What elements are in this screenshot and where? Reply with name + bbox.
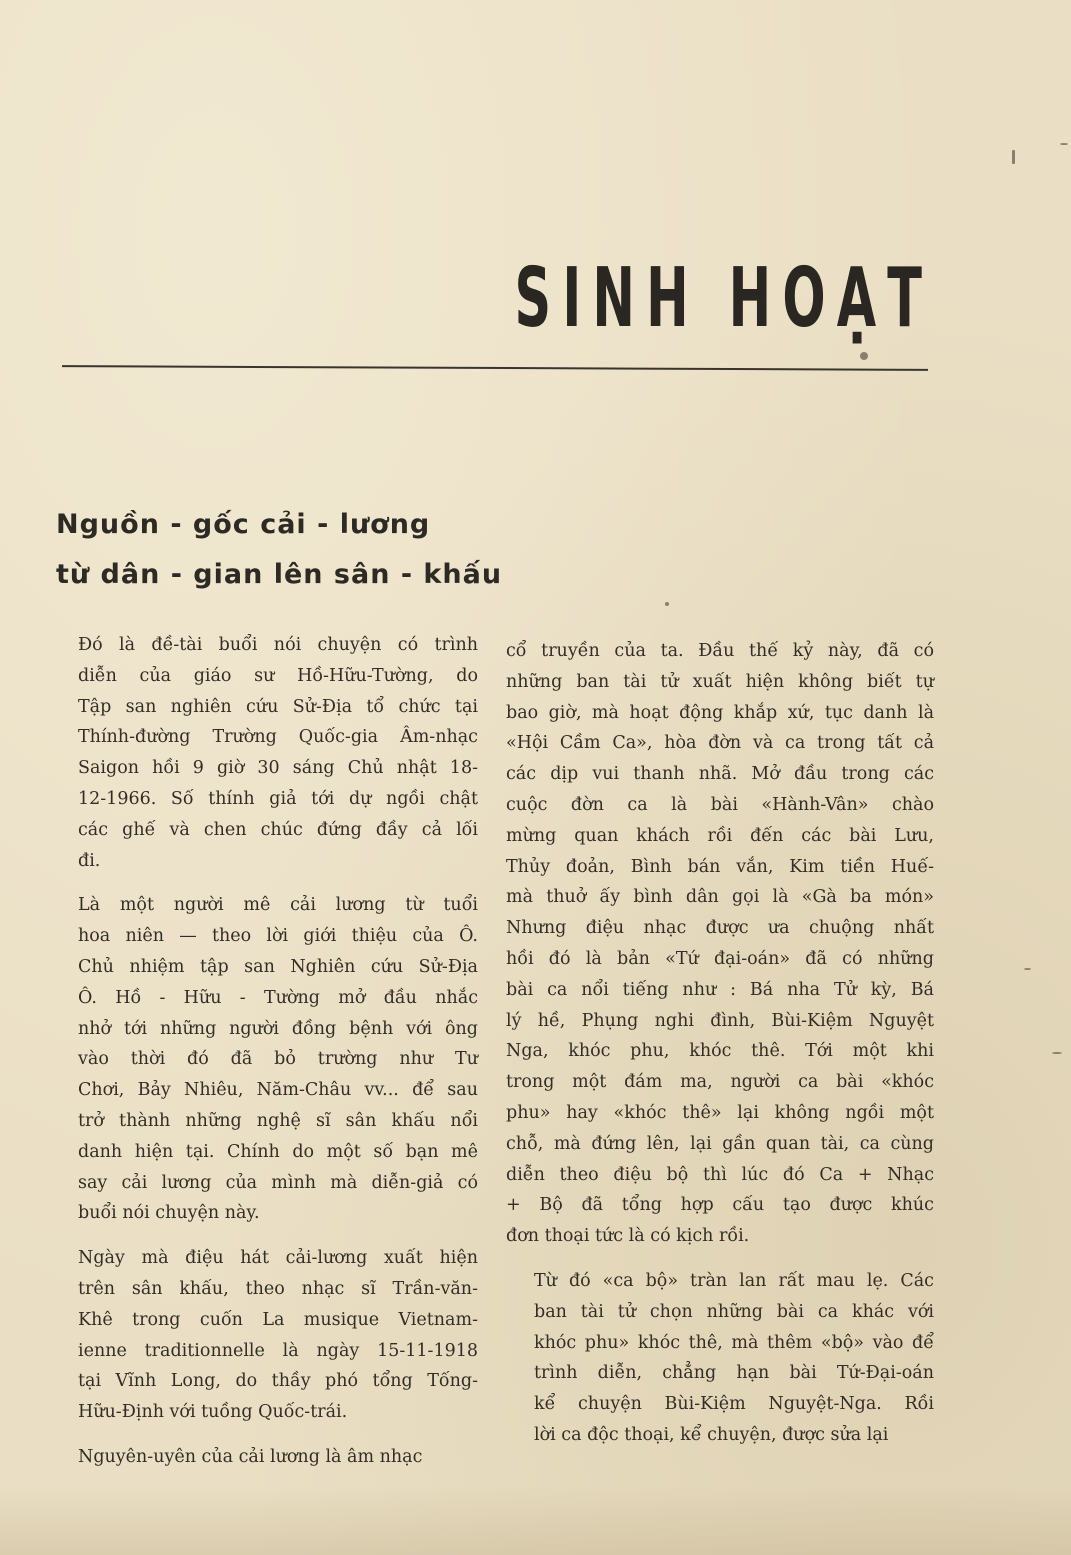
paper-speck <box>1052 1052 1062 1054</box>
section-title: SINH HOẠT <box>514 251 933 346</box>
paper-speck <box>1060 143 1068 145</box>
right-text-line: bao giờ, mà hoạt động khắp xứ, tục danh là <box>506 702 934 723</box>
right-text-line: cuộc đờn ca là bài «Hành-Vân» chào <box>506 794 934 815</box>
left-text-line: Nguyên-uyên của cải lương là âm nhạc <box>78 1446 423 1467</box>
headline-line-1: Nguồn - gốc cải - lương <box>56 509 431 540</box>
article-headline <box>56 500 502 600</box>
paper-speck <box>860 352 868 360</box>
left-text-line: Chủ nhiệm tập san Nghiên cứu Sử-Địa <box>78 956 478 977</box>
right-text-line: Thủy đoản, Bình bán vắn, Kim tiền Huế- <box>506 856 934 877</box>
left-text-line: tại Vĩnh Long, do thầy phó tổng Tống- <box>78 1371 478 1392</box>
left-text-line: danh hiện tại. Chính do một số bạn mê <box>78 1141 478 1162</box>
paper-speck <box>665 602 669 606</box>
left-text-line: đi. <box>78 850 101 871</box>
left-column <box>50 630 478 1487</box>
left-text-line: Ngày mà điệu hát cải-lương xuất hiện <box>78 1248 478 1269</box>
headline-line-2: từ dân - gian lên sân - khấu <box>56 559 503 590</box>
left-text-line: Khê trong cuốn La musique Vietnam- <box>78 1309 478 1330</box>
left-text-line: Thính-đường Trường Quốc-gia Âm-nhạc <box>78 727 478 748</box>
right-text-line: Nhưng điệu nhạc được ưa chuộng nhất <box>506 918 934 939</box>
left-text-line: Hữu-Định với tuồng Quốc-trái. <box>78 1402 348 1423</box>
right-text-line: diễn theo điệu bộ thì lúc đó Ca + Nhạc <box>506 1164 934 1185</box>
right-text-line: trong một đám ma, người ca bài «khóc <box>506 1072 934 1093</box>
right-text-line: cổ truyền của ta. Đầu thế kỷ này, đã có <box>506 641 934 661</box>
left-paragraph <box>50 890 478 1229</box>
left-text-line: các ghế và chen chúc đứng đầy cả lối <box>78 819 478 840</box>
paper-speck <box>1024 968 1031 970</box>
title-rule <box>62 365 928 371</box>
right-text-line: chỗ, mà đứng lên, lại gần quan tài, ca cùng <box>506 1133 934 1154</box>
right-text-line: phu» hay «khóc thê» lại không ngồi một <box>506 1102 934 1123</box>
left-text-line: Saigon hồi 9 giờ 30 sáng Chủ nhật 18- <box>78 758 478 779</box>
left-paragraph <box>50 630 478 876</box>
left-paragraph <box>50 1442 478 1473</box>
right-text-line: lý hề, Phụng nghi đình, Bùi-Kiệm Nguyệt <box>506 1010 934 1031</box>
right-text-line: kể chuyện Bùi-Kiệm Nguyệt-Nga. Rồi <box>534 1394 934 1415</box>
right-text-line: những ban tài tử xuất hiện không biết tự <box>506 671 934 692</box>
right-text-line: «Hội Cầm Ca», hòa đờn và ca trong tất cả <box>506 733 934 754</box>
left-text-line: Ô. Hồ - Hữu - Tường mở đầu nhắc <box>78 987 478 1008</box>
left-text-line: Là một người mê cải lương từ tuổi <box>78 895 478 916</box>
left-text-line: nhở tới những người đồng bệnh với ông <box>78 1018 478 1039</box>
right-text-line: mà thuở ấy bình dân gọi là «Gà ba món» <box>506 887 934 908</box>
right-text-line: ban tài tử chọn những bài ca khác với <box>534 1301 934 1322</box>
paper-speck <box>1012 150 1015 164</box>
left-text-line: say cải lương của mình mà diễn-giả có <box>78 1172 478 1193</box>
left-text-line: hoa niên — theo lời giới thiệu của Ô. <box>78 926 478 947</box>
right-text-line: bài ca nổi tiếng như : Bá nha Tử kỳ, Bá <box>506 979 934 1000</box>
right-text-line: + Bộ đã tổng hợp cấu tạo được khúc <box>506 1195 934 1216</box>
left-text-line: ienne traditionnelle là ngày 15-11-1918 <box>78 1340 478 1361</box>
right-text-line: trình diễn, chẳng hạn bài Tứ-Đại-oán <box>534 1363 934 1384</box>
left-text-line: vào thời đó đã bỏ trường như Tư <box>78 1049 478 1070</box>
left-text-line: trở thành những nghệ sĩ sân khấu nổi <box>78 1110 478 1131</box>
right-column <box>506 636 934 1465</box>
left-text-line: Tập san nghiên cứu Sử-Địa tổ chức tại <box>78 696 478 717</box>
left-text-line: trên sân khấu, theo nhạc sĩ Trần-văn- <box>78 1278 478 1299</box>
right-text-line: khóc phu» khóc thê, mà thêm «bộ» vào để <box>534 1332 934 1353</box>
left-text-line: diễn của giáo sư Hồ-Hữu-Tường, do <box>78 665 478 686</box>
left-text-line: Đó là đề-tài buổi nói chuyện có trình <box>78 635 478 655</box>
left-text-line: 12-1966. Số thính giả tới dự ngồi chật <box>78 788 478 809</box>
left-text-line: Chơi, Bảy Nhiêu, Năm-Châu vv... để sau <box>78 1080 478 1101</box>
right-paragraph <box>506 636 934 1252</box>
right-text-line: Từ đó «ca bộ» tràn lan rất mau lẹ. Các <box>534 1270 934 1291</box>
right-text-line: mừng quan khách rồi đến các bài Lưu, <box>506 825 934 846</box>
page-edge-shadow <box>0 1485 1071 1555</box>
right-paragraph <box>506 1266 934 1451</box>
right-text-line: hồi đó là bản «Tứ đại-oán» đã có những <box>506 948 934 969</box>
left-text-line: buổi nói chuyện này. <box>78 1203 260 1224</box>
right-text-line: các dịp vui thanh nhã. Mở đầu trong các <box>506 764 934 785</box>
right-text-line: Nga, khóc phu, khóc thê. Tới một khi <box>506 1041 934 1062</box>
right-text-line: lời ca độc thoại, kể chuyện, được sửa lại <box>534 1424 889 1445</box>
right-text-line: đơn thoại tức là có kịch rồi. <box>506 1226 750 1247</box>
left-paragraph <box>50 1243 478 1428</box>
